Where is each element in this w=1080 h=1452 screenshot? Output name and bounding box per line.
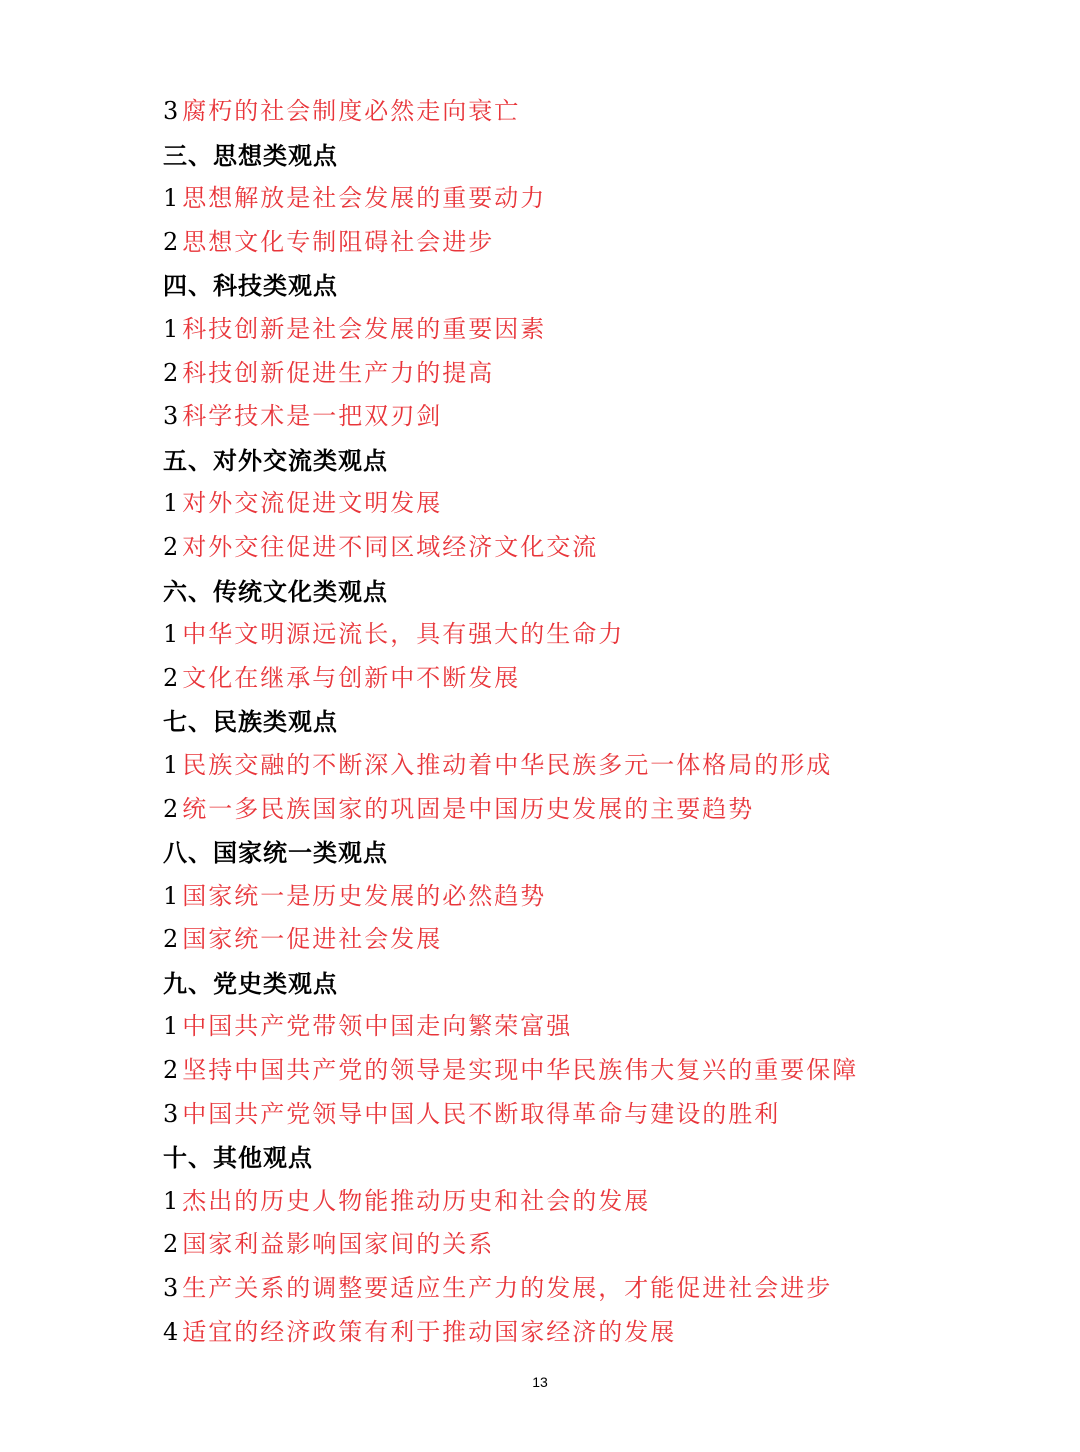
- section-heading: 五、对外交流类观点: [163, 445, 388, 475]
- item-text: 统一多民族国家的巩固是中国历史发展的主要趋势: [182, 794, 755, 823]
- item-text: 坚持中国共产党的领导是实现中华民族伟大复兴的重要保障: [182, 1056, 859, 1085]
- item-text: 中国共产党领导中国人民不断取得革命与建设的胜利: [182, 1099, 781, 1128]
- item-text: 国家统一是历史发展的必然趋势: [182, 881, 547, 910]
- list-item: [163, 395, 1043, 439]
- item-number: 2: [163, 925, 179, 954]
- item-text: 思想解放是社会发展的重要动力: [182, 184, 547, 213]
- list-item: [163, 788, 1043, 832]
- item-number: 1: [163, 184, 179, 213]
- item-text: 文化在继承与创新中不断发展: [182, 663, 521, 692]
- list-item: [163, 526, 1043, 570]
- list-item: [163, 613, 1043, 657]
- item-text: 科技创新促进生产力的提高: [182, 358, 495, 387]
- item-text: 中国共产党带领中国走向繁荣富强: [182, 1012, 573, 1041]
- item-text: 国家统一促进社会发展: [182, 925, 443, 954]
- list-item: [163, 177, 1043, 221]
- list-item: [163, 482, 1043, 526]
- item-text: 科学技术是一把双刃剑: [182, 402, 443, 431]
- item-text: 中华文明源远流长，具有强大的生命力: [182, 620, 625, 649]
- item-number: 1: [163, 750, 179, 779]
- list-item: [163, 1093, 1043, 1137]
- item-number: 3: [163, 97, 179, 125]
- list-item: [163, 221, 1043, 265]
- item-number: 4: [163, 1317, 179, 1346]
- item-text: 思想文化专制阻碍社会进步: [182, 227, 495, 256]
- item-text: 腐朽的社会制度必然走向衰亡: [182, 97, 521, 125]
- item-text: 生产关系的调整要适应生产力的发展，才能促进社会进步: [182, 1274, 833, 1303]
- item-number: 3: [163, 1274, 179, 1303]
- item-number: 2: [163, 358, 179, 387]
- section-heading: 三、思想类观点: [163, 140, 338, 170]
- item-number: 1: [163, 620, 179, 649]
- section-heading: 十、其他观点: [163, 1143, 313, 1173]
- item-text: 国家利益影响国家间的关系: [182, 1230, 495, 1259]
- item-text: 对外交流促进文明发展: [182, 489, 443, 518]
- list-item: [163, 352, 1043, 396]
- item-number: 3: [163, 402, 179, 431]
- list-item: [163, 308, 1043, 352]
- item-number: 1: [163, 489, 179, 518]
- section-heading: 四、科技类观点: [163, 271, 338, 301]
- item-number: 1: [163, 881, 179, 910]
- list-item: [163, 1223, 1043, 1267]
- section-heading: 六、传统文化类观点: [163, 576, 388, 606]
- list-item: [163, 1180, 1043, 1224]
- item-number: 2: [163, 1230, 179, 1259]
- item-number: 1: [163, 314, 179, 343]
- item-number: 1: [163, 1186, 179, 1215]
- list-item: [163, 657, 1043, 701]
- item-number: 1: [163, 1012, 179, 1041]
- list-item: [163, 875, 1043, 919]
- item-number: 2: [163, 1056, 179, 1085]
- section-heading: 九、党史类观点: [163, 968, 338, 998]
- list-item: [163, 1267, 1043, 1311]
- item-number: 2: [163, 532, 179, 561]
- item-number: 2: [163, 663, 179, 692]
- section-heading: 七、民族类观点: [163, 707, 338, 737]
- list-item: [163, 90, 1043, 134]
- item-number: 3: [163, 1099, 179, 1128]
- item-text: 杰出的历史人物能推动历史和社会的发展: [182, 1186, 651, 1215]
- list-item: [163, 1005, 1043, 1049]
- item-text: 科技创新是社会发展的重要因素: [182, 314, 547, 343]
- section-heading: 八、国家统一类观点: [163, 838, 388, 868]
- item-text: 对外交往促进不同区域经济文化交流: [182, 532, 599, 561]
- list-item: [163, 918, 1043, 962]
- document-body: [163, 90, 1043, 1354]
- list-item: [163, 1049, 1043, 1093]
- item-text: 适宜的经济政策有利于推动国家经济的发展: [182, 1317, 677, 1346]
- item-number: 2: [163, 227, 179, 256]
- page-number: 13: [532, 1374, 548, 1390]
- list-item: [163, 744, 1043, 788]
- item-text: 民族交融的不断深入推动着中华民族多元一体格局的形成: [182, 750, 833, 779]
- item-number: 2: [163, 794, 179, 823]
- list-item: [163, 1311, 1043, 1355]
